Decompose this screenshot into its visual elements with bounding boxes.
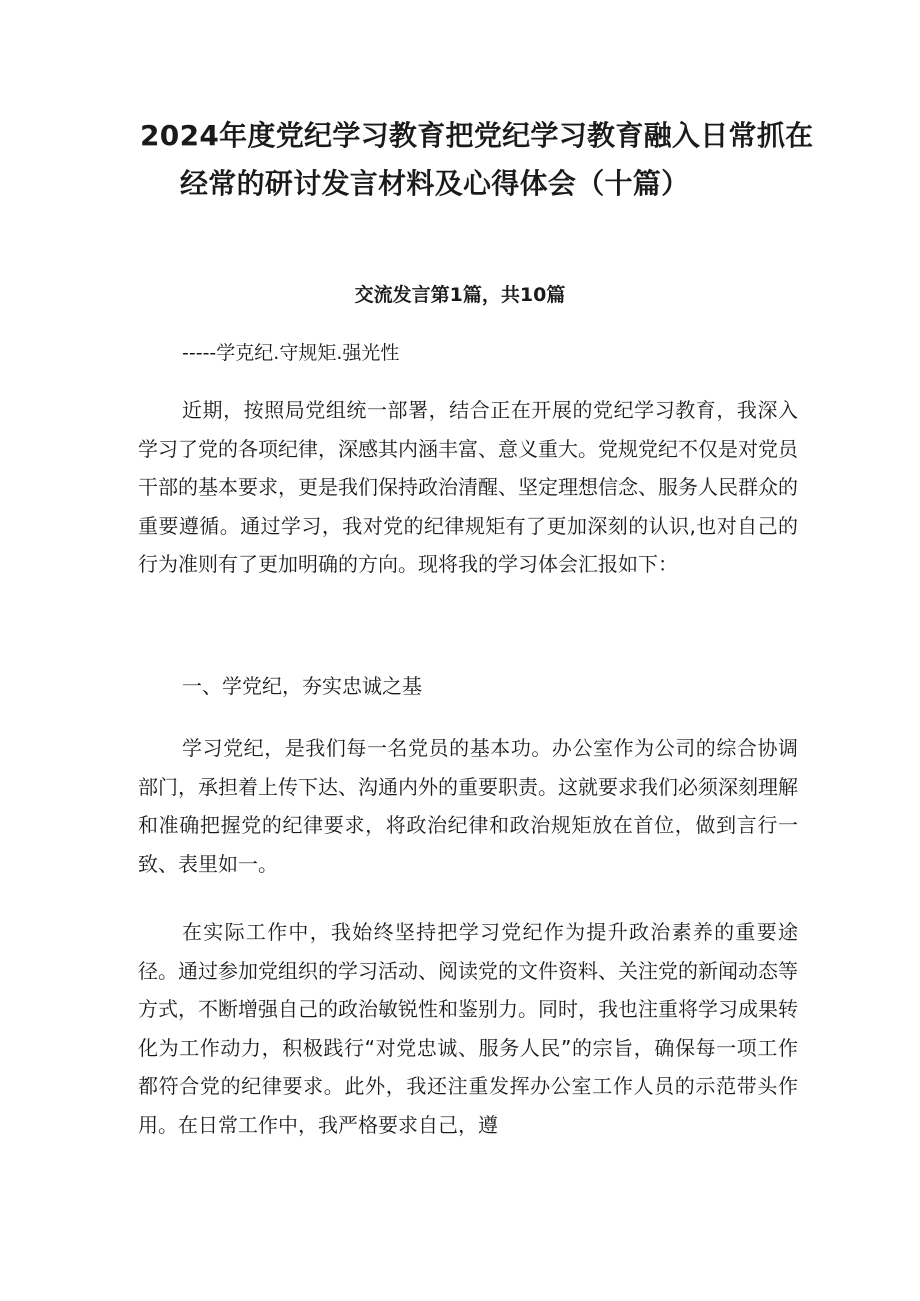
paragraph-practice: 在实际工作中，我始终坚持把学习党纪作为提升政治素养的重要途径。通过参加党组织的学习活动、阅读党的文件资料、关注党的新闻动态等方式，不断增强自己的政治敏锐性和鉴别力。同时，我也注重将学习成果转化为工作动力，积极践行“对党忠诚、服务人民”的宗旨，确保每一项工作都符合党的纪律要求。此外，我还注重发挥办公室工作人员的示范带头作用。在日常工作中，我严格要求自己，遵 bbox=[138, 920, 798, 1137]
title-line-1: 2024年度党纪学习教育把党纪学习教育融入日常抓在 bbox=[140, 119, 814, 152]
document-title bbox=[140, 112, 820, 208]
paragraph-intro: 近期，按照局党组统一部署，结合正在开展的党纪学习教育，我深入学习了党的各项纪律，深感其内涵丰富、意义重大。党规党纪不仅是对党员干部的基本要求，更是我们保持政治清醒、坚定理想信念、服务人民群众的重要遵循。通过学习，我对党的纪律规矩有了更加深刻的认识,也对自己的行为准则有了更加明确的方向。现将我的学习体会汇报如下： bbox=[138, 398, 798, 576]
paragraph-study-discipline: 学习党纪，是我们每一名党员的基本功。办公室作为公司的综合协调部门，承担着上传下达、沟通内外的重要职责。这就要求我们必须深刻理解和准确把握党的纪律要求，将政治纪律和政治规矩放在首位，做到言行一致、表里如一。 bbox=[138, 736, 798, 876]
section-subtitle: -----学克纪.守规矩.强光性 bbox=[182, 342, 400, 364]
subheading-one: 一、学党纪，夯实忠诚之基 bbox=[182, 674, 422, 698]
section-heading: 交流发言第1篇，共10篇 bbox=[354, 284, 566, 306]
title-line-2: 经常的研讨发言材料及心得体会（十篇） bbox=[180, 167, 690, 200]
